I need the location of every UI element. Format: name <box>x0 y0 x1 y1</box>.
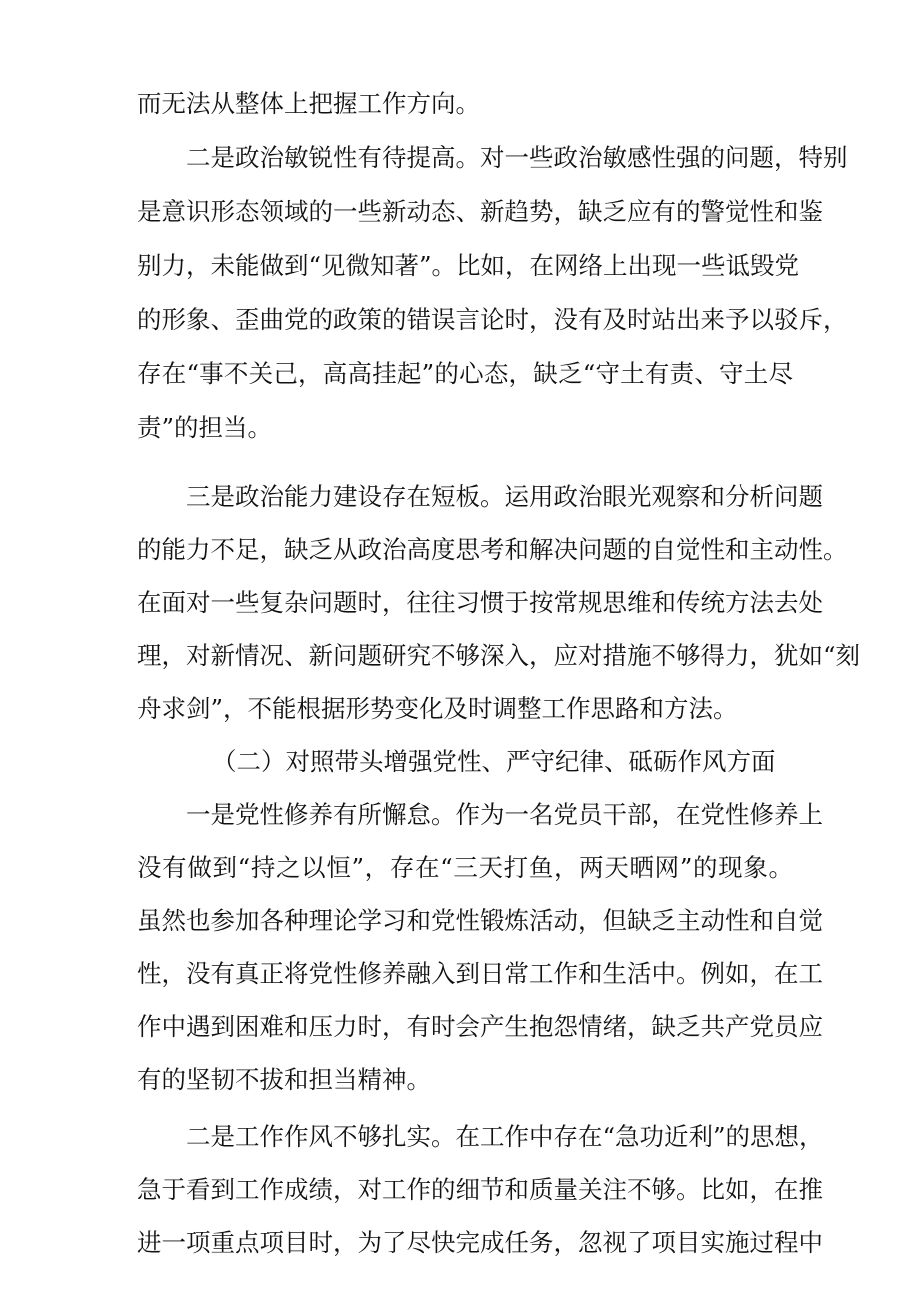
paragraph-line: 理，对新情况、新问题研究不够深入，应对措施不够得力，犹如“刻 <box>137 641 861 670</box>
paragraph-line: 在面对一些复杂问题时，往往习惯于按常规思维和传统方法去处 <box>137 588 823 617</box>
paragraph-line: 虽然也参加各种理论学习和党性锻炼活动，但缺乏主动性和自觉 <box>137 906 823 935</box>
paragraph-line: 存在“事不关己，高高挂起”的心态，缺乏“守土有责、守土尽 <box>137 359 793 388</box>
paragraph-line: 的能力不足，缺乏从政治高度思考和解决问题的自觉性和主动性。 <box>137 535 848 564</box>
paragraph-line: 急于看到工作成绩，对工作的细节和质量关注不够。比如，在推 <box>137 1175 823 1204</box>
paragraph-line: 舟求剑”，不能根据形势变化及时调整工作思路和方法。 <box>137 694 738 723</box>
paragraph-line: 责”的担当。 <box>137 413 273 442</box>
paragraph-line: 二是工作作风不够扎实。在工作中存在“急功近利”的思想， <box>186 1122 824 1151</box>
paragraph-line: 二是政治敏锐性有待提高。对一些政治敏感性强的问题，特别 <box>186 143 848 172</box>
paragraph-line: 一是党性修养有所懈怠。作为一名党员干部，在党性修养上 <box>186 800 823 829</box>
paragraph-line: 别力，未能做到“见微知著”。比如，在网络上出现一些诋毁党 <box>137 251 800 280</box>
paragraph-line: 没有做到“持之以恒”，存在“三天打鱼，两天晒网”的现象。 <box>137 853 793 882</box>
paragraph-line: 进一项重点项目时，为了尽快完成任务，忽视了项目实施过程中 <box>137 1228 823 1257</box>
paragraph-line: 的形象、歪曲党的政策的错误言论时，没有及时站出来予以驳斥， <box>137 305 848 334</box>
paragraph-line: 三是政治能力建设存在短板。运用政治眼光观察和分析问题 <box>186 482 823 511</box>
paragraph-line: 性，没有真正将党性修养融入到日常工作和生活中。例如，在工 <box>137 959 823 988</box>
section-heading: （二）对照带头增强党性、严守纪律、砥砺作风方面 <box>212 747 776 776</box>
paragraph-line: 而无法从整体上把握工作方向。 <box>137 89 480 118</box>
paragraph-line: 作中遇到困难和压力时，有时会产生抱怨情绪，缺乏共产党员应 <box>137 1012 823 1041</box>
paragraph-line: 是意识形态领域的一些新动态、新趋势，缺乏应有的警觉性和鉴 <box>137 197 823 226</box>
paragraph-line: 有的坚韧不拔和担当精神。 <box>137 1065 431 1094</box>
